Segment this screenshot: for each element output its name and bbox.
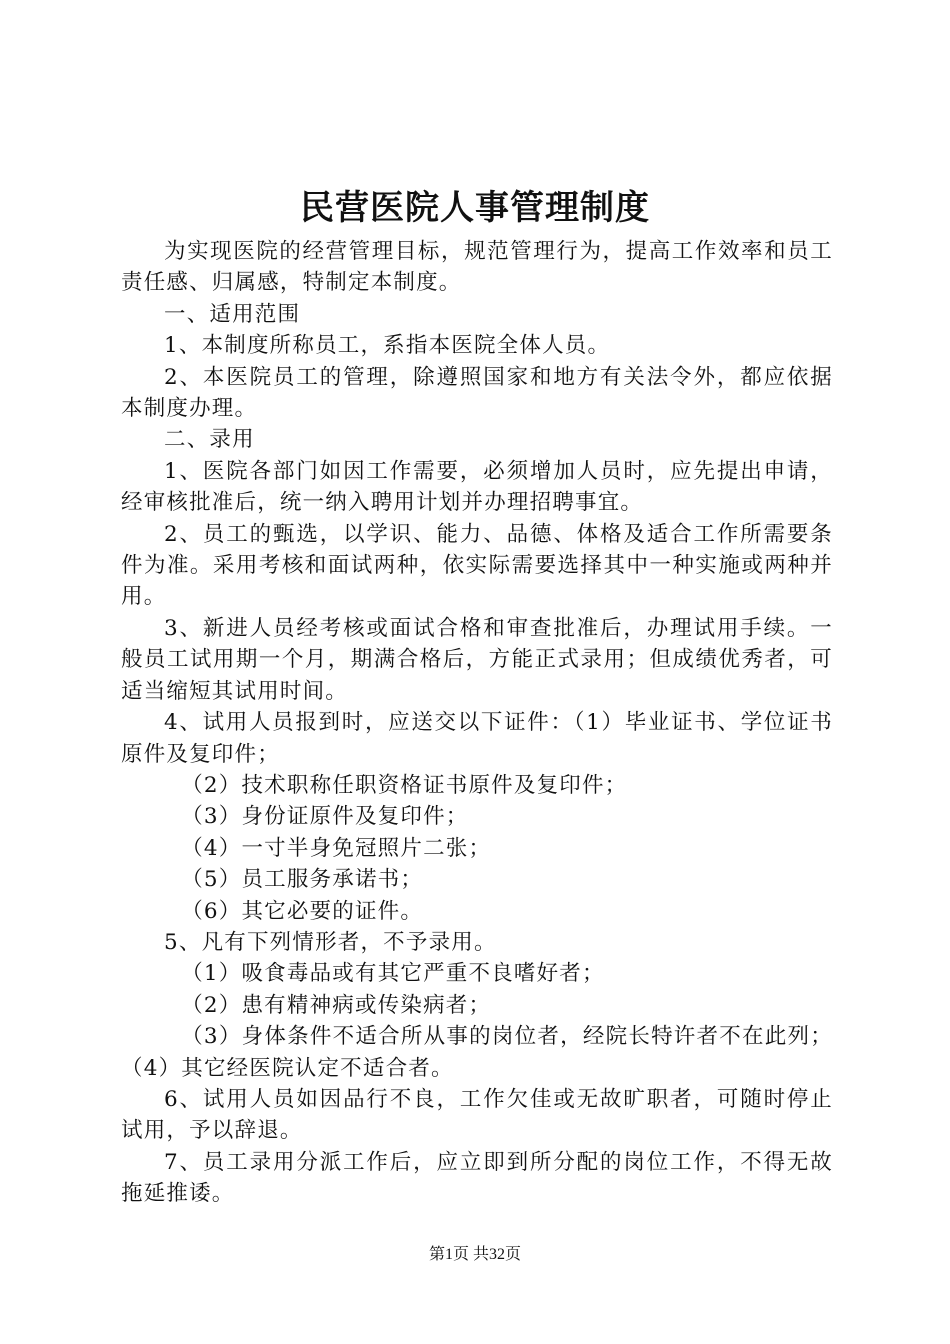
paragraph: （3）身份证原件及复印件； <box>181 804 469 830</box>
paragraph: 6、试用人员如因品行不良，工作欠佳或无故旷职者，可随时停止试用，予以辞退。 <box>121 1086 833 1144</box>
paragraph: 一、适用范围 <box>164 301 301 327</box>
paragraph: （6）其它必要的证件。 <box>181 898 424 924</box>
paragraph: 7、员工录用分派工作后，应立即到所分配的岗位工作，不得无故拖延推诿。 <box>121 1149 833 1207</box>
paragraph: 3、新进人员经考核或面试合格和审查批准后，办理试用手续。一般员工试用期一个月，期满合格后，方能正式录用；但成绩优秀者，可适当缩短其试用时间。 <box>121 615 833 704</box>
document-title: 民营医院人事管理制度 <box>300 188 650 228</box>
paragraph: 1、医院各部门如因工作需要，必须增加人员时，应先提出申请，经审核批准后，统一纳入聘用计划并办理招聘事宜。 <box>121 458 833 516</box>
paragraph: （3）身体条件不适合所从事的岗位者，经院长特许者不在此列；（4）其它经医院认定不适合者。 <box>121 1024 833 1081</box>
paragraph: 1、本制度所称员工，系指本医院全体人员。 <box>164 333 611 359</box>
paragraph: 2、员工的甄选，以学识、能力、品德、体格及适合工作所需要条件为准。采用考核和面试两种，依实际需要选择其中一种实施或两种并用。 <box>121 521 833 610</box>
paragraph: （1）吸食毒品或有其它严重不良嗜好者； <box>181 961 605 987</box>
paragraph: （5）员工服务承诺书； <box>181 867 424 893</box>
paragraph: 4、试用人员报到时，应送交以下证件：（1）毕业证书、学位证书原件及复印件； <box>121 710 833 767</box>
paragraph: （4）一寸半身免冠照片二张； <box>181 835 492 861</box>
document-body <box>121 236 833 1210</box>
paragraph: 2、本医院员工的管理，除遵照国家和地方有关法令外，都应依据本制度办理。 <box>121 364 833 422</box>
paragraph: 5、凡有下列情形者，不予录用。 <box>164 929 497 955</box>
paragraph: （2）患有精神病或传染病者； <box>181 992 492 1018</box>
paragraph: （2）技术职称任职资格证书原件及复印件； <box>181 772 628 798</box>
page-footer: 第1页 共32页 <box>428 1246 521 1263</box>
paragraph: 为实现医院的经营管理目标，规范管理行为，提高工作效率和员工责任感、归属感，特制定本制度。 <box>121 239 833 296</box>
paragraph: 二、录用 <box>164 427 255 453</box>
